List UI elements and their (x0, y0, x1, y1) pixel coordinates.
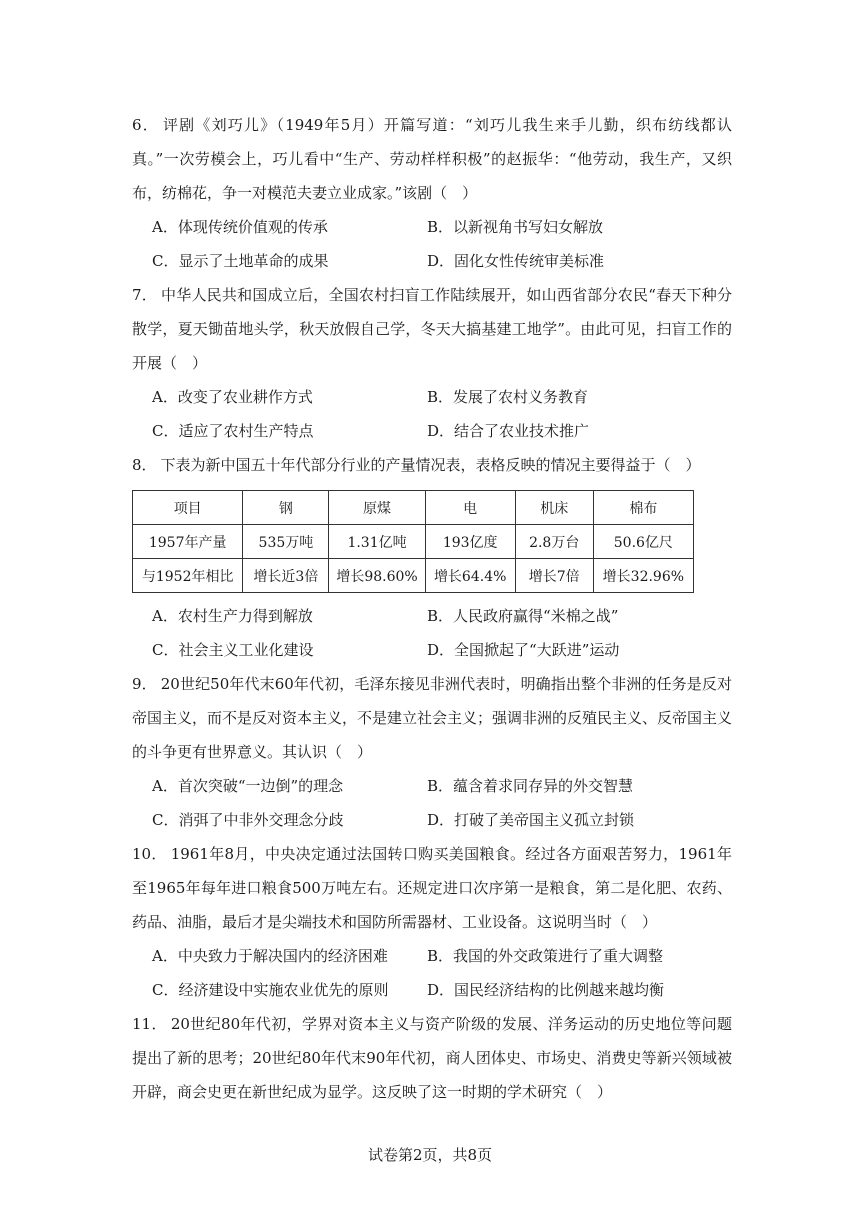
options (132, 939, 732, 1007)
question-6 (132, 108, 732, 278)
question-stem: 下表为新中国五十年代部分行业的产量情况表，表格反映的情况主要得益于（ ） (160, 456, 701, 474)
table-cell: 增长64.4% (425, 559, 515, 593)
option-d[interactable]: D．固化女性传统审美标准 (427, 252, 605, 270)
option-d[interactable]: D．国民经济结构的比例越来越均衡 (427, 981, 665, 999)
table-row (133, 559, 694, 593)
table-header-cell: 项目 (133, 491, 243, 525)
question-list (132, 108, 732, 1109)
option-a[interactable]: A．体现传统价值观的传承 (152, 218, 328, 236)
option-a[interactable]: A．首次突破“一边倒”的理念 (152, 777, 344, 795)
option-d[interactable]: D．全国掀起了“大跃进”运动 (427, 641, 620, 659)
table-header-cell: 棉布 (593, 491, 693, 525)
options (132, 769, 732, 837)
question-8 (132, 448, 732, 667)
table-cell: 193亿度 (425, 525, 515, 559)
question-number: 6． (132, 116, 159, 134)
question-7 (132, 278, 732, 448)
options (132, 210, 732, 278)
question-11 (132, 1007, 732, 1109)
option-c[interactable]: C．显示了土地革命的成果 (152, 252, 329, 270)
table-header-cell: 机床 (515, 491, 593, 525)
table-cell: 增长98.60% (329, 559, 425, 593)
table-header-cell: 电 (425, 491, 515, 525)
option-d[interactable]: D．打破了美帝国主义孤立封锁 (427, 811, 635, 829)
options (132, 380, 732, 448)
option-a[interactable]: A．中央致力于解决国内的经济困难 (152, 947, 388, 965)
option-c[interactable]: C．适应了农村生产特点 (152, 422, 314, 440)
question-stem: 评剧《刘巧儿》（1949年5月）开篇写道：“刘巧儿我生来手儿勤，织布纺线都认真。”一次劳模会上，巧儿看中“生产、劳动样样积极”的赵振华：“他劳动，我生产，又织布，纺棉花，争一对模范夫妻立业成家。”该剧（ ） (132, 116, 733, 202)
option-b[interactable]: B．以新视角书写妇女解放 (427, 218, 604, 236)
table-cell: 50.6亿尺 (593, 525, 693, 559)
option-a[interactable]: A．农村生产力得到解放 (152, 607, 313, 625)
question-stem: 中华人民共和国成立后，全国农村扫盲工作陆续展开，如山西省部分农民“春天下种分散学，夏天锄苗地头学，秋天放假自己学，冬天大搞基建工地学”。由此可见，扫盲工作的开展（ ） (132, 286, 732, 372)
table-cell: 1957年产量 (133, 525, 243, 559)
option-b[interactable]: B．我国的外交政策进行了重大调整 (427, 947, 664, 965)
question-number: 8． (132, 456, 157, 474)
question-10 (132, 837, 732, 1007)
table-cell: 增长32.96% (593, 559, 693, 593)
question-number: 11． (132, 1015, 167, 1033)
production-table-wrapper (132, 490, 732, 593)
question-stem: 1961年8月，中央决定通过法国转口购买美国粮食。经过各方面艰苦努力，1961年至1965年每年进口粮食500万吨左右。还规定进口次序第一是粮食，第二是化肥、农药、药品、油脂，最后才是尖端技术和国防所需器材、工业设备。这说明当时（ ） (132, 845, 732, 931)
table-cell: 535万吨 (243, 525, 329, 559)
table-cell: 增长近3倍 (243, 559, 329, 593)
option-c[interactable]: C．消弭了中非外交理念分歧 (152, 811, 344, 829)
options (132, 599, 732, 667)
option-b[interactable]: B．人民政府赢得“米棉之战” (427, 607, 619, 625)
production-table (132, 490, 694, 593)
question-number: 9． (132, 675, 157, 693)
table-cell: 增长7倍 (515, 559, 593, 593)
question-stem: 20世纪50年代末60年代初，毛泽东接见非洲代表时，明确指出整个非洲的任务是反对帝国主义，而不是反对资本主义，不是建立社会主义；强调非洲的反殖民主义、反帝国主义的斗争更有世界意义。其认识（ ） (132, 675, 733, 761)
table-header-cell: 钢 (243, 491, 329, 525)
question-number: 7． (132, 286, 157, 304)
page-footer: 试卷第2页，共8页 (367, 1146, 493, 1164)
table-cell: 与1952年相比 (133, 559, 243, 593)
option-b[interactable]: B．发展了农村义务教育 (427, 388, 589, 406)
option-b[interactable]: B．蕴含着求同存异的外交智慧 (427, 777, 634, 795)
option-d[interactable]: D．结合了农业技术推广 (427, 422, 590, 440)
question-stem: 20世纪80年代初，学界对资本主义与资产阶级的发展、洋务运动的历史地位等问题提出了新的思考；20世纪80年代末90年代初，商人团体史、市场史、消费史等新兴领域被开辟，商会史更在新世纪成为显学。这反映了这一时期的学术研究（ ） (132, 1015, 732, 1101)
question-number: 10． (132, 845, 167, 863)
table-cell: 1.31亿吨 (329, 525, 425, 559)
option-c[interactable]: C．经济建设中实施农业优先的原则 (152, 981, 389, 999)
table-cell: 2.8万台 (515, 525, 593, 559)
table-row (133, 525, 694, 559)
question-9 (132, 667, 732, 837)
option-c[interactable]: C．社会主义工业化建设 (152, 641, 314, 659)
option-a[interactable]: A．改变了农业耕作方式 (152, 388, 313, 406)
table-header-cell: 原煤 (329, 491, 425, 525)
table-header-row (133, 491, 694, 525)
